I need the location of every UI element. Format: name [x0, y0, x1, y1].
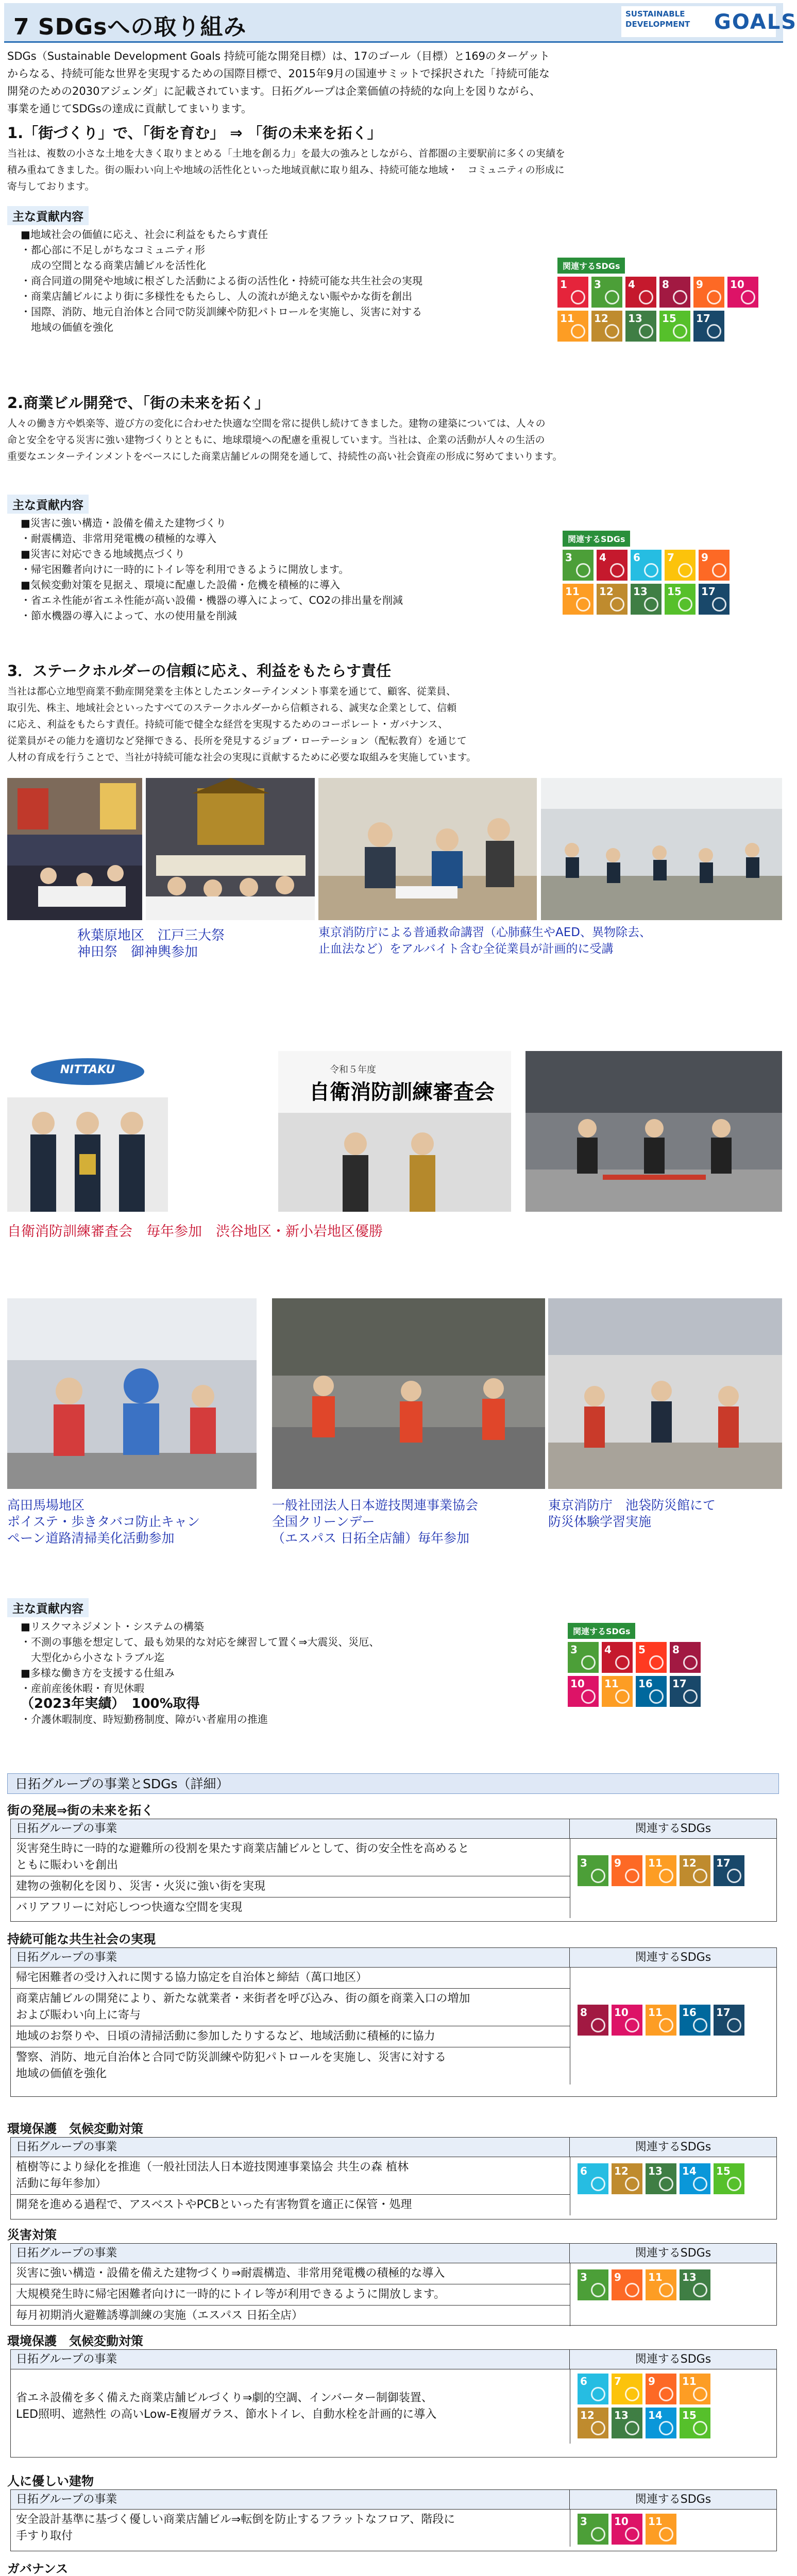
- caption-disaster-center: [548, 1497, 716, 1530]
- activity-item: ・介護休暇制度、時短勤務制度、障がい者雇用の推進: [21, 1713, 268, 1725]
- column-sdgs: 関連するSDGs: [570, 1819, 776, 1839]
- table-row: [11, 1968, 570, 1989]
- sdg-goal-9-icon: 9: [612, 1855, 642, 1886]
- activity-item: ・産前産後休暇・育児休暇: [21, 1682, 144, 1694]
- table-row: [11, 2195, 570, 2215]
- detail-table: [10, 2349, 777, 2458]
- sdg-goal-13-icon: 13: [631, 584, 662, 615]
- body-line: 積み重ねてきました。街の賑わい向上や地域の活性化といった地域貢献に取り組み、持続可能な地域・ コミュニティの形成に: [7, 164, 565, 176]
- section1-heading: 1.「街づくり」で、「街を育む」 ⇒ 「街の未来を拓く」: [7, 124, 382, 142]
- sdg-goal-14-icon: 14: [646, 2408, 676, 2438]
- table-rows: [11, 2369, 570, 2444]
- sdg-goal-13-icon: 13: [646, 2163, 676, 2194]
- sdg-goal-12-icon: 12: [680, 1855, 710, 1886]
- row-text: 警察、消防、地元自治体と合同で防災訓練や防犯パトロールを実施し、災害に対する: [16, 2051, 447, 2064]
- body-line: 命と安全を守る災害に強い建物づくりとともに、地球環境への配慮を重視しています。当社は、企業の活動が人々の生活の: [7, 434, 545, 446]
- column-sdgs: 関連するSDGs: [570, 2244, 776, 2263]
- sdg-goal-4-icon: 4: [602, 1642, 633, 1673]
- detail-table: [10, 1947, 777, 2097]
- activity-item: ・省エネ性能が省エネ性能が高い設備・機器の導入によって、CO2の排出量を削減: [21, 594, 403, 606]
- sdg-goal-12-icon: 12: [597, 584, 628, 615]
- sdgs-logo: [621, 6, 797, 37]
- row-text: 帰宅困難者の受け入れに関する協力協定を自治体と締結（萬口地区）: [16, 1971, 368, 1984]
- photo-cpr-training: [318, 778, 537, 920]
- sdg-grid: [578, 2163, 744, 2194]
- sdg-grid: [563, 550, 730, 615]
- row-text: 地域のお祭りや、日頃の清掃活動に参加したりするなど、地域活動に積極的に協力: [16, 2030, 435, 2043]
- body-line: 当社は都心立地型商業不動産開発業を主体としたエンターテインメント事業を通じて、顧客、従業員、: [7, 686, 456, 697]
- sdg-goal-17-icon: 17: [714, 1855, 744, 1886]
- photo-fire-hose-drill: [525, 1051, 782, 1212]
- sdg-goal-15-icon: 15: [680, 2408, 710, 2438]
- table-row: [11, 1989, 570, 2026]
- sdg-goal-5-icon: 5: [636, 1642, 667, 1673]
- activity-item: ・不測の事態を想定して、最も効果的な対応を練習して置く⇒大震災、災厄、: [21, 1636, 380, 1648]
- activity-item: 大型化から小さなトラブル迄: [21, 1651, 165, 1664]
- activity-item: ・節水機器の導入によって、水の使用量を削減: [21, 609, 237, 622]
- row-text: 安全設計基準に基づく優しい商業店舗ビル⇒転倒を防止するフラットなフロア、階段に: [16, 2513, 455, 2526]
- table-row: [11, 2026, 570, 2047]
- activity-item: 成の空間となる商業店舗ビルを活性化: [21, 259, 206, 272]
- table-rows: [11, 2263, 570, 2326]
- sdg-goal-12-icon: 12: [612, 2163, 642, 2194]
- photo-fire-drill-banner: [278, 1051, 511, 1212]
- caption-festival: [77, 927, 225, 960]
- caption-line: 一般社団法人日本遊技関連事業協会: [272, 1498, 479, 1513]
- sdg-goal-3-icon: 3: [578, 2514, 608, 2545]
- caption-line: ペーン道路清掃美化活動参加: [7, 1531, 175, 1546]
- section3-sdgs: [568, 1623, 701, 1707]
- row-text: 大規模発生時に帰宅困難者向けに一時的にトイレ等が利用できるように開放します。: [16, 2288, 446, 2301]
- sdg-goal-3-icon: 3: [563, 550, 593, 581]
- sdg-goal-4-icon: 4: [625, 277, 656, 308]
- category-title: 災害対策: [7, 2228, 57, 2242]
- sdg-grid: [578, 2514, 676, 2545]
- sdg-grid: [568, 1642, 701, 1707]
- body-line: 従業員がその能力を適切など発揮できる、長所を発見するジョブ・ローテーション（配転教育）を通じて: [7, 735, 467, 747]
- category-title: ガバナンス: [7, 2562, 69, 2576]
- company-badge: NITTAKU: [60, 1063, 115, 1076]
- photo-festival-street: [7, 778, 142, 920]
- sdg-goal-10-icon: 10: [568, 1676, 599, 1707]
- intro-line: 事業を通じてSDGsの達成に貢献してまいります。: [7, 103, 252, 115]
- caption-cpr: [318, 924, 651, 957]
- caption-line: ポイステ・歩きタバコ防止キャン: [7, 1514, 200, 1529]
- sdg-goal-7-icon: 7: [612, 2374, 642, 2404]
- row-text: 活動に毎年参加）: [16, 2177, 107, 2190]
- column-business: 日拓グループの事業: [11, 2244, 570, 2263]
- body-line: 人材の育成を行うことで、当社が持続可能な社会の実現に貢献するために必要な取組みを実施しています。: [7, 752, 477, 763]
- sdg-goal-11-icon: 11: [646, 1855, 676, 1886]
- sdg-goal-9-icon: 9: [612, 2269, 642, 2300]
- section2-activities: [21, 515, 403, 623]
- table-rows: [11, 1839, 570, 1918]
- sdg-goal-16-icon: 16: [680, 2005, 710, 2036]
- sdg-goal-17-icon: 17: [699, 584, 730, 615]
- column-business: 日拓グループの事業: [11, 2490, 570, 2510]
- logo-line-2: DEVELOPMENT: [625, 20, 690, 29]
- sdg-goal-12-icon: 12: [591, 311, 622, 342]
- sdg-goal-6-icon: 6: [578, 2163, 608, 2194]
- intro-line: 開発のための2030アジェンダ」に記載されています。日拓グループは企業価値の持続的な向上を図りながら、: [7, 85, 540, 97]
- photo-clean-day: [272, 1298, 545, 1489]
- sdg-goal-13-icon: 13: [625, 311, 656, 342]
- logo-line-1: SUSTAINABLE: [625, 9, 685, 19]
- section1-activities-label: 主な貢献内容: [7, 206, 89, 225]
- section-header: [4, 3, 797, 43]
- photo-disaster-center: [548, 1298, 782, 1489]
- sdg-goal-9-icon: 9: [646, 2374, 676, 2404]
- row-text: ともに賑わいを創出: [16, 1859, 118, 1872]
- detail-table: [10, 2243, 777, 2326]
- sdg-goal-10-icon: 10: [612, 2514, 642, 2545]
- banner-year: 令和５年度: [330, 1064, 376, 1075]
- sdg-goal-9-icon: 9: [699, 550, 730, 581]
- sdg-goal-15-icon: 15: [714, 2163, 744, 2194]
- body-line: 重要なエンターテインメントをベースにした商業店舗ビルの開発を通して、持続性の高い社会資産の形成に努めてまいります。: [7, 451, 563, 462]
- sdg-goal-4-icon: 4: [597, 550, 628, 581]
- column-business: 日拓グループの事業: [11, 2138, 570, 2157]
- column-sdgs: 関連するSDGs: [570, 2350, 776, 2369]
- sdg-goal-11-icon: 11: [646, 2514, 676, 2545]
- sdg-goal-16-icon: 16: [636, 1676, 667, 1707]
- sdg-grid: [578, 2005, 744, 2036]
- activity-item: ■地域社会の価値に応え、社会に利益をもたらす責任: [21, 228, 268, 241]
- intro-line: からなる、持続可能な世界を実現するための国際目標で、2015年9月の国連サミットで採択された「持続可能な: [7, 67, 550, 80]
- sdg-goal-8-icon: 8: [578, 2005, 608, 2036]
- detail-table: [10, 1819, 777, 1922]
- body-line: 人々の働き方や娯楽等、遊び方の変化に合わせた快適な空間を常に提供し続けてきました。建物の建築については、人々の: [7, 418, 546, 429]
- related-sdgs-label: 関連するSDGs: [563, 531, 630, 547]
- sdg-goal-11-icon: 11: [602, 1676, 633, 1707]
- row-text: 省エネ設備を多く備えた商業店舗ビルづくり⇒劇的空調、インバーター制御装置、: [16, 2392, 433, 2404]
- table-row: [11, 1897, 570, 1918]
- sdg-goal-17-icon: 17: [670, 1676, 701, 1707]
- body-line: 当社は、複数の小さな土地を大きく取りまとめる「土地を創る力」を最大の強みとしながら、首都圏の主要駅前に多くの実績を: [7, 148, 566, 159]
- sdg-goal-15-icon: 15: [659, 311, 690, 342]
- row-text: 災害発生時に一時的な避難所の役割を果たす商業店舗ビルとして、街の安全性を高めると: [16, 1842, 469, 1855]
- activity-item: ・商合同道の開発や地域に根ざした活動による街の活性化・持続可能な共生社会の実現: [21, 275, 422, 287]
- sdg-goal-7-icon: 7: [665, 550, 696, 581]
- row-text: バリアフリーに対応しつつ快適な空間を実現: [16, 1901, 243, 1914]
- sdg-goal-10-icon: 10: [612, 2005, 642, 2036]
- row-text: 災害に強い構造・設備を備えた建物づくり⇒耐震構造、非常用発電機の積極的な導入: [16, 2267, 445, 2280]
- sdg-goal-11-icon: 11: [557, 311, 588, 342]
- sdg-goal-13-icon: 13: [612, 2408, 642, 2438]
- section1-sdgs: [557, 258, 758, 342]
- table-row: [11, 2306, 570, 2326]
- sdg-goal-3-icon: 3: [578, 2269, 608, 2300]
- activity-item: ・国際、消防、地元自治体と合同で防災訓練や防犯パトロールを実施し、災害に対する: [21, 306, 422, 318]
- section2-sdgs: [563, 531, 730, 615]
- sdg-goal-3-icon: 3: [591, 277, 622, 308]
- detail-table: [10, 2489, 777, 2551]
- photo-mikoshi: [146, 778, 315, 920]
- sdg-grid: [578, 2269, 710, 2300]
- intro-line: SDGs（Sustainable Development Goals 持続可能な開発目標）は、17のゴール（目標）と169のターゲット: [7, 50, 550, 62]
- category-title: 環境保護 気候変動対策: [7, 2334, 143, 2348]
- sdg-goal-6-icon: 6: [578, 2374, 608, 2404]
- sdg-grid: [557, 277, 758, 342]
- photo-award-ceremony: [7, 1051, 168, 1212]
- sdg-goal-11-icon: 11: [646, 2005, 676, 2036]
- sdg-goal-8-icon: 8: [659, 277, 690, 308]
- caption-line: 東京消防庁 池袋防災館にて: [548, 1498, 716, 1513]
- caption-line: 止血法など）をアルバイト含む全従業員が計画的に受講: [318, 942, 614, 956]
- caption-line: 高田馬場地区: [7, 1498, 85, 1513]
- row-text: 地域の価値を強化: [16, 2067, 107, 2080]
- activity-item: ・帰宅困難者向けに一時的にトイレ等を利用できるように開放します。: [21, 563, 349, 575]
- caption-line: 秋葉原地区 江戸三大祭: [77, 928, 225, 943]
- sdg-goal-11-icon: 11: [563, 584, 593, 615]
- body-line: に応え、利益をもたらす責任。持続可能で健全な経営を実現するためのコーポレート・ガバナンス、: [7, 719, 448, 730]
- table-row: [11, 2284, 570, 2306]
- category-title: 街の発展⇒街の未来を拓く: [7, 1803, 154, 1818]
- row-text: 開発を進める過程で、アスベストやPCBといった有害物質を適正に保管・処理: [16, 2198, 412, 2211]
- detail-table: [10, 2137, 777, 2219]
- table-rows: [11, 2157, 570, 2215]
- row-text: 毎月初期消火避難誘導訓練の実施（エスパス 日拓全店）: [16, 2309, 303, 2322]
- caption-line: 神田祭 御神輿参加: [77, 944, 198, 960]
- table-row: [11, 2157, 570, 2195]
- caption-line: 東京消防庁による普通救命講習（心肺蘇生やAED、異物除去、: [318, 926, 651, 939]
- category-title: 人に優しい建物: [7, 2474, 94, 2488]
- table-row: [11, 2263, 570, 2284]
- row-text: 手すり取付: [16, 2530, 73, 2543]
- logo-goals: GOALS: [714, 10, 797, 34]
- section3-activities-label: 主な貢献内容: [7, 1598, 89, 1617]
- body-line: 取引先、株主、地域社会といったすべてのステークホルダーから信頼される、誠実な企業として、信頼: [7, 702, 457, 714]
- activity-item: 地域の価値を強化: [21, 321, 113, 333]
- row-text: 商業店舗ビルの開発により、新たな就業者・来街者を呼び込み、街の顔を商業入口の増加: [16, 1992, 470, 2005]
- sdg-goal-9-icon: 9: [693, 277, 724, 308]
- activity-item: （2023年実績） 100%取得: [21, 1696, 200, 1711]
- activity-item: ・耐震構造、非常用発電機の積極的な導入: [21, 532, 216, 545]
- table-rows: [11, 2510, 570, 2547]
- column-sdgs: 関連するSDGs: [570, 2138, 776, 2157]
- sdg-goal-11-icon: 11: [646, 2269, 676, 2300]
- sdg-grid: [578, 2374, 710, 2438]
- intro-text: [7, 47, 780, 117]
- table-rows: [11, 1968, 570, 2084]
- column-business: 日拓グループの事業: [11, 2350, 570, 2369]
- sdg-goal-1-icon: 1: [557, 277, 588, 308]
- caption-clean-day: [272, 1497, 478, 1547]
- activity-item: ■多様な働き方を支援する仕組み: [21, 1667, 175, 1679]
- table-row: [11, 2510, 570, 2547]
- section1-activities: [21, 227, 422, 335]
- activity-item: ■災害に対応できる地域拠点づくり: [21, 548, 185, 560]
- table-row: [11, 1839, 570, 1876]
- column-business: 日拓グループの事業: [11, 1819, 570, 1839]
- sdg-goal-11-icon: 11: [680, 2374, 710, 2404]
- activity-item: ・都心部に不足しがちなコミュニティ形: [21, 244, 205, 256]
- row-text: 建物の強靭化を図り、災害・火災に強い街を実現: [16, 1880, 266, 1893]
- page-title: 7 SDGsへの取り組み: [13, 14, 247, 40]
- section3-body: [7, 683, 780, 766]
- detail-title-bar: 日拓グループの事業とSDGs（詳細）: [7, 1773, 779, 1794]
- caption-line: 防災体験学習実施: [548, 1514, 652, 1529]
- row-text: 植樹等により緑化を推進（一般社団法人日本遊技関連事業協会 共生の森 植林: [16, 2161, 409, 2174]
- row-text: LED照明、遮熱性 の高いLow-E複層ガラス、節水トイレ、自動水栓を計画的に導入: [16, 2408, 437, 2421]
- sdg-goal-12-icon: 12: [578, 2408, 608, 2438]
- sdg-goal-6-icon: 6: [631, 550, 662, 581]
- section1-body: [7, 145, 780, 195]
- section3-activities: [21, 1619, 379, 1727]
- section2-body: [7, 415, 780, 465]
- photo-street-cleanup: [7, 1298, 257, 1489]
- sdg-goal-15-icon: 15: [665, 584, 696, 615]
- section2-activities-label: 主な貢献内容: [7, 495, 89, 514]
- photo-training-hall: [541, 778, 782, 920]
- banner-title: 自衛消防訓練審査会: [309, 1080, 495, 1104]
- related-sdgs-label: 関連するSDGs: [568, 1623, 635, 1639]
- column-sdgs: 関連するSDGs: [570, 2490, 776, 2510]
- sdg-goal-10-icon: 10: [727, 277, 758, 308]
- sdg-goal-3-icon: 3: [568, 1642, 599, 1673]
- section3-heading: 3．ステークホルダーの信頼に応え、利益をもたらす責任: [7, 662, 392, 680]
- table-row: [11, 2047, 570, 2084]
- sdg-goal-17-icon: 17: [714, 2005, 744, 2036]
- section2-heading: 2.商業ビル開発で、「街の未来を拓く」: [7, 394, 270, 412]
- category-title: 環境保護 気候変動対策: [7, 2122, 143, 2136]
- column-sdgs: 関連するSDGs: [570, 1948, 776, 1968]
- sdg-goal-17-icon: 17: [693, 311, 724, 342]
- row-text: および賑わい向上に寄与: [16, 2009, 141, 2022]
- category-title: 持続可能な共生社会の実現: [7, 1932, 156, 1946]
- body-line: 寄与しております。: [7, 181, 95, 192]
- caption-fire-drill: 自衛消防訓練審査会 毎年参加 渋谷地区・新小岩地区優勝: [7, 1224, 383, 1240]
- table-row: [11, 2369, 570, 2444]
- activity-item: ・商業店舗ビルにより街に多様性をもたらし、人の流れが絶えない賑やかな街を創出: [21, 290, 412, 302]
- related-sdgs-label: 関連するSDGs: [557, 258, 625, 274]
- sdg-goal-13-icon: 13: [680, 2269, 710, 2300]
- table-row: [11, 1876, 570, 1897]
- sdg-goal-3-icon: 3: [578, 1855, 608, 1886]
- sdg-grid: [578, 1855, 744, 1886]
- activity-item: ■気候変動対策を見据え、環境に配慮した設備・危機を積極的に導入: [21, 579, 341, 591]
- activity-item: ■災害に強い構造・設備を備えた建物づくり: [21, 517, 226, 529]
- sdg-goal-8-icon: 8: [670, 1642, 701, 1673]
- column-business: 日拓グループの事業: [11, 1948, 570, 1968]
- caption-cleanup: [7, 1497, 200, 1547]
- caption-line: 全国クリーンデー: [272, 1514, 375, 1529]
- caption-line: （エスパス 日拓全店舗）毎年参加: [272, 1531, 469, 1546]
- activity-item: ■リスクマネジメント・システムの構築: [21, 1620, 204, 1633]
- sdg-goal-14-icon: 14: [680, 2163, 710, 2194]
